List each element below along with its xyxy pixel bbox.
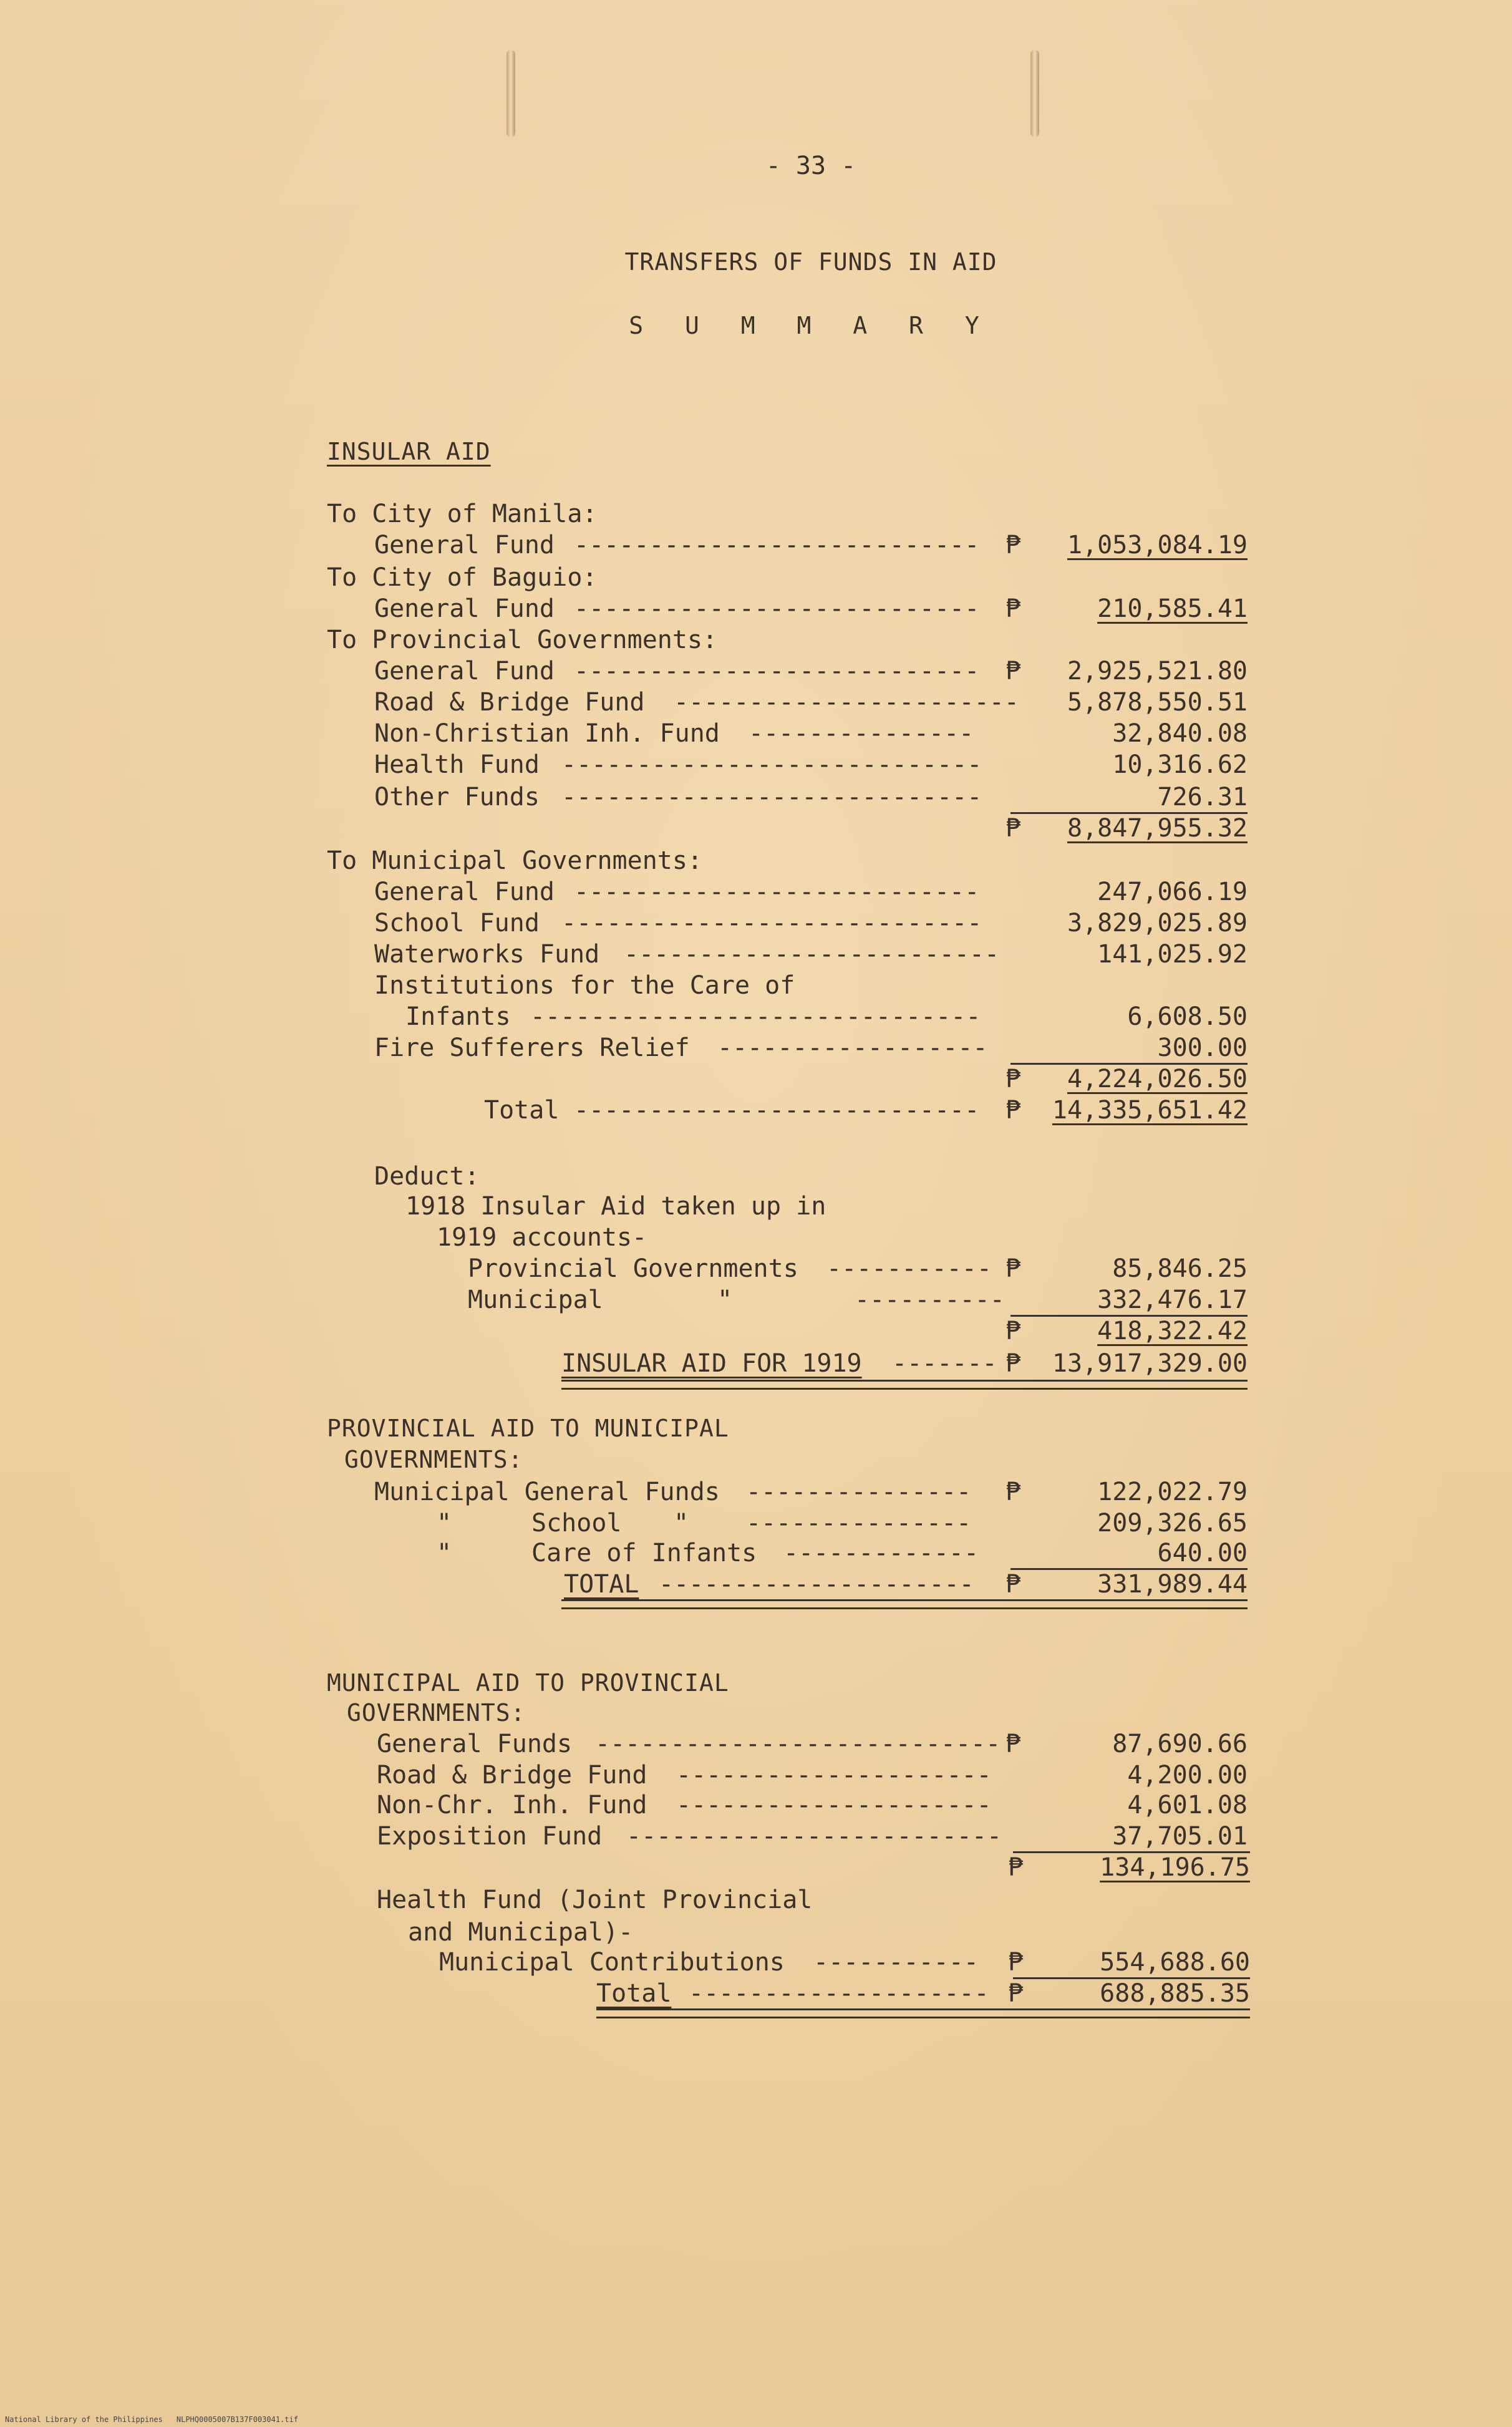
prov-item-label: General Fund [374, 657, 555, 685]
prov-item-label: Road & Bridge Fund [374, 688, 645, 717]
insular-total-amount: 14,335,651.42 [1052, 1096, 1248, 1125]
deduct-prov-label: Provincial Governments [468, 1254, 798, 1283]
leader-dashes: --------------- [749, 719, 974, 748]
peso-sign: ₱ [1008, 1979, 1024, 2008]
municipal-contributions-label: Municipal Contributions [439, 1948, 785, 1977]
prov-aid-line1-label: Municipal General Funds [374, 1478, 720, 1506]
mun-item-label: Infants [405, 1002, 511, 1031]
peso-sign: ₱ [1006, 1096, 1021, 1125]
ditto-mark: " [437, 1539, 452, 1567]
peso-sign: ₱ [1006, 594, 1021, 623]
peso-sign: ₱ [1006, 814, 1021, 843]
prov-item-amount: 5,878,550.51 [1067, 688, 1248, 717]
leader-dashes: --------------------------- [574, 531, 980, 560]
mun-aid-item-label: Non-Chr. Inh. Fund [377, 1791, 647, 1819]
peso-sign: ₱ [1006, 1254, 1021, 1283]
leader-dashes: ------------- [783, 1539, 979, 1567]
ditto-mark: " [437, 1509, 452, 1538]
prov-aid-line3-amount: 640.00 [1157, 1539, 1248, 1567]
peso-sign: ₱ [1006, 1317, 1021, 1345]
prov-aid-line2-label: School [531, 1509, 622, 1538]
mun-aid-item-amount: 37,705.01 [1112, 1822, 1248, 1851]
mun-aid-item-label: Exposition Fund [377, 1822, 603, 1851]
prov-item-amount: 726.31 [1157, 783, 1248, 811]
library-name: National Library of the Philippines [5, 2415, 163, 2424]
municipal-govts-label: To Municipal Governments: [327, 846, 703, 875]
prov-item-label: Other Funds [374, 783, 540, 811]
peso-sign: ₱ [1006, 1730, 1021, 1758]
file-name: NLPHQ0005007B137F003041.tif [176, 2415, 298, 2424]
leader-dashes: ---------------------------- [561, 909, 982, 937]
mun-item-label: General Fund [374, 878, 555, 906]
peso-sign: ₱ [1008, 1853, 1024, 1882]
leader-dashes: ---------------------------- [561, 783, 982, 811]
leader-dashes: --------------- [746, 1509, 972, 1538]
leader-dashes: --------------------- [676, 1761, 992, 1790]
leader-dashes: --------------------------- [595, 1730, 1001, 1758]
double-underline [561, 1380, 1248, 1390]
mun-item-amount: 300.00 [1157, 1034, 1248, 1062]
deduct-mun-label: Municipal [468, 1286, 603, 1314]
prov-item-label: Health Fund [374, 750, 540, 779]
mun-item-amount: 6,608.50 [1127, 1002, 1248, 1031]
health-fund-line1: Health Fund (Joint Provincial [377, 1886, 813, 1914]
municipal-aid-heading: MUNICIPAL AID TO PROVINCIAL [327, 1669, 729, 1697]
mun-item-amount: 3,829,025.89 [1067, 909, 1248, 937]
provincial-aid-heading: PROVINCIAL AID TO MUNICIPAL [327, 1415, 729, 1442]
municipal-aid-heading-line2: GOVERNMENTS: [347, 1699, 526, 1727]
ditto-mark: " [717, 1286, 733, 1314]
mun-aid-subtotal: 134,196.75 [1100, 1853, 1250, 1882]
provincial-govts-label: To Provincial Governments: [327, 626, 718, 654]
mun-item-label: Fire Sufferers Relief [374, 1034, 690, 1062]
manila-general-amount: 1,053,084.19 [1067, 531, 1248, 560]
deduct-line-2: 1919 accounts- [437, 1223, 647, 1252]
peso-sign: ₱ [1006, 657, 1021, 685]
leader-dashes: ----------- [826, 1254, 992, 1283]
leader-dashes: --------------------------- [574, 1096, 980, 1125]
deduct-subtotal: 418,322.42 [1097, 1317, 1248, 1345]
peso-sign: ₱ [1008, 1948, 1024, 1977]
leader-dashes: ----------------------- [674, 688, 1019, 717]
insular-aid-1919-amount: 13,917,329.00 [1052, 1349, 1248, 1378]
manila-label: To City of Manila: [327, 500, 598, 528]
ditto-mark: " [674, 1509, 689, 1538]
insular-aid-1919-label: INSULAR AID FOR 1919 [561, 1349, 862, 1378]
mun-aid-item-amount: 4,200.00 [1127, 1761, 1248, 1790]
leader-dashes: ------- [892, 1349, 997, 1378]
leader-dashes: --------------- [746, 1478, 972, 1506]
double-underline [596, 2008, 1250, 2018]
mun-aid-item-label: General Funds [377, 1730, 573, 1758]
deduct-mun-amount: 332,476.17 [1097, 1286, 1248, 1314]
deduct-line-1: 1918 Insular Aid taken up in [405, 1192, 826, 1221]
mun-aid-item-amount: 87,690.66 [1112, 1730, 1248, 1758]
mun-aid-total-label: Total [596, 1979, 672, 2008]
prov-item-label: Non-Christian Inh. Fund [374, 719, 720, 748]
leader-dashes: --------------------------- [574, 594, 980, 623]
page-number: - 33 - [765, 152, 856, 180]
peso-sign: ₱ [1006, 1478, 1021, 1506]
peso-sign: ₱ [1006, 531, 1021, 560]
insular-aid-heading: INSULAR AID [327, 438, 491, 465]
page-subtitle: S U M M A R Y [629, 312, 993, 339]
prov-item-amount: 2,925,521.80 [1067, 657, 1248, 685]
leader-dashes: --------------------- [659, 1570, 974, 1599]
baguio-general-amount: 210,585.41 [1097, 594, 1248, 623]
insular-total-label: Total [484, 1096, 560, 1125]
leader-dashes: ---------------------------- [561, 750, 982, 779]
scan-caption [5, 2415, 312, 2424]
leader-dashes: ----------- [813, 1948, 979, 1977]
page-title: TRANSFERS OF FUNDS IN AID [624, 248, 997, 276]
peso-sign: ₱ [1006, 1349, 1021, 1378]
prov-item-amount: 10,316.62 [1112, 750, 1248, 779]
leader-dashes: ------------------------- [626, 1822, 1002, 1851]
mun-item-label: School Fund [374, 909, 540, 937]
baguio-general-label: General Fund [374, 594, 555, 623]
peso-sign: ₱ [1006, 1065, 1021, 1093]
mun-aid-item-label: Road & Bridge Fund [377, 1761, 647, 1790]
staple-mark-left [506, 50, 515, 137]
leader-dashes: ---------- [855, 1286, 1005, 1314]
deduct-prov-amount: 85,846.25 [1112, 1254, 1248, 1283]
deduct-label: Deduct: [374, 1162, 480, 1191]
municipal-subtotal: 4,224,026.50 [1067, 1065, 1248, 1093]
provincial-aid-heading-line2: GOVERNMENTS: [344, 1446, 523, 1473]
prov-aid-line2-amount: 209,326.65 [1097, 1509, 1248, 1538]
baguio-label: To City of Baguio: [327, 563, 598, 592]
peso-sign: ₱ [1006, 1570, 1021, 1599]
prov-item-amount: 32,840.08 [1112, 719, 1248, 748]
prov-aid-line1-amount: 122,022.79 [1097, 1478, 1248, 1506]
mun-item-label: Institutions for the Care of [374, 971, 795, 1000]
prov-aid-line3-label: Care of Infants [531, 1539, 757, 1567]
leader-dashes: ------------------------- [624, 940, 1000, 969]
mun-item-amount: 141,025.92 [1097, 940, 1248, 969]
leader-dashes: ------------------------------ [530, 1002, 981, 1031]
leader-dashes: -------------------- [689, 1979, 989, 2008]
prov-aid-total-label: TOTAL [564, 1570, 639, 1599]
double-underline [561, 1599, 1248, 1609]
staple-mark-right [1030, 50, 1039, 137]
leader-dashes: ------------------ [717, 1034, 988, 1062]
health-fund-line2: and Municipal)- [408, 1918, 634, 1947]
provincial-subtotal: 8,847,955.32 [1067, 814, 1248, 843]
prov-aid-total-amount: 331,989.44 [1097, 1570, 1248, 1599]
leader-dashes: --------------------- [676, 1791, 992, 1819]
mun-aid-item-amount: 4,601.08 [1127, 1791, 1248, 1819]
municipal-contributions-amount: 554,688.60 [1100, 1948, 1250, 1977]
mun-item-amount: 247,066.19 [1097, 878, 1248, 906]
manila-general-label: General Fund [374, 531, 555, 560]
mun-aid-total-amount: 688,885.35 [1100, 1979, 1250, 2008]
mun-item-label: Waterworks Fund [374, 940, 600, 969]
leader-dashes: --------------------------- [574, 878, 980, 906]
leader-dashes: --------------------------- [574, 657, 980, 685]
